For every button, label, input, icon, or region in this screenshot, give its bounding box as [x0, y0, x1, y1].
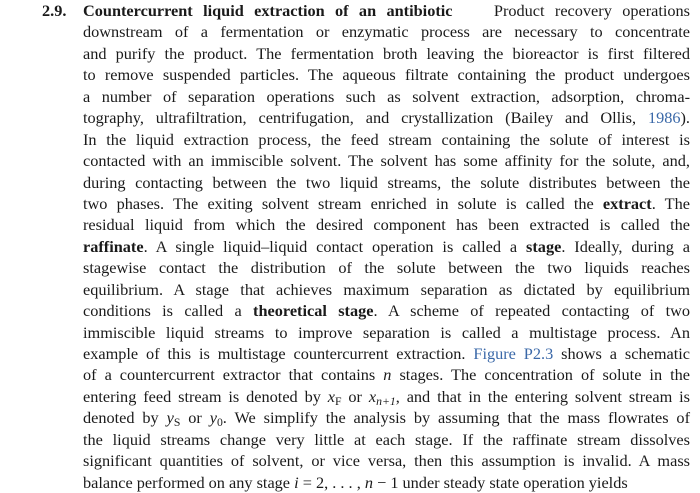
- text-segment: two phases. The exiting solvent stream enriched in solute is called the: [83, 193, 594, 213]
- text-segment: . A single liquid–liquid contact operation is called a: [143, 236, 518, 256]
- text-line-7: In the liquid extraction process, the feed stream containing the solute of interest is: [83, 129, 690, 149]
- text-line-22: significant quantities of solvent, or vice versa, then this assumption is invalid. A mass: [83, 451, 690, 471]
- text-segment: of a countercurrent extractor that contains: [83, 365, 376, 385]
- text-line-8: contacted with an immiscible solvent. The solvent has some affinity for the solute, and,: [83, 151, 690, 171]
- figure-link[interactable]: Figure P2.3: [473, 344, 554, 363]
- math-sub-S: S: [173, 416, 181, 430]
- math-sub-0: 0: [216, 416, 223, 430]
- text-line-6: [83, 107, 690, 128]
- problem-number: 2.9.: [42, 1, 67, 20]
- text-line-9: during contacting between the two liquid streams, the solute distributes between the: [83, 172, 690, 192]
- text-line-11: residual liquid from which the desired component has been extracted is called the: [83, 215, 690, 235]
- text-line-2: downstream of a fermentation or enzymatic process are necessary to concentrate: [83, 22, 690, 42]
- text-line-3: and purify the product. The fermentation broth leaving the bioreactor is first filtered: [83, 43, 690, 63]
- math-x: x: [327, 386, 335, 406]
- math-i: i: [294, 472, 299, 492]
- text-line-23: [83, 472, 690, 493]
- math-y: y: [166, 408, 174, 428]
- text-line-20: [83, 407, 690, 428]
- text-segment: = 2, . . . ,: [302, 472, 361, 492]
- math-x: x: [368, 386, 377, 406]
- text-segment: denoted by: [83, 408, 159, 428]
- text-line-18: [83, 364, 690, 385]
- citation-link[interactable]: 1986: [647, 108, 681, 128]
- text-line-4: to remove suspended particles. The aqueous filtrate containing the product undergoes: [83, 65, 690, 85]
- term-extract: extract: [602, 193, 652, 213]
- text-segment: conditions is called a: [83, 301, 242, 321]
- term-stage: stage: [526, 236, 562, 256]
- text-segment: . We simplify the analysis by assuming that the mass flowrates of: [222, 408, 690, 428]
- text-segment: tography, ultrafiltration, centrifugation, and crystallization (Bailey and Ollis,: [83, 108, 637, 128]
- text-segment: or: [348, 386, 362, 406]
- text-segment: − 1 under steady state operation yields: [377, 472, 628, 492]
- math-n: n: [383, 365, 392, 385]
- problem-body: [83, 0, 690, 493]
- math-y: y: [209, 408, 217, 428]
- text-segment: stages. The concentration of solute in the: [399, 365, 690, 385]
- text-line-15: [83, 300, 690, 321]
- term-raffinate: raffinate: [83, 236, 144, 256]
- text-segment: or: [188, 408, 202, 428]
- text-segment: shows a schematic: [561, 344, 690, 363]
- math-n: n: [364, 472, 373, 492]
- text-line-13: stagewise contact the distribution of the solute between the two liquids reaches: [83, 258, 690, 278]
- text-segment: balance performed on any stage: [83, 472, 291, 492]
- text-line-19: [83, 386, 690, 407]
- text-segment: . Ideally, during a: [561, 236, 690, 256]
- text-line-10: [83, 193, 690, 214]
- text-line-21: the liquid streams change very little at each stage. If the raffinate stream dissolves: [83, 429, 690, 449]
- math-sub-F: F: [334, 394, 342, 408]
- text-line-14: equilibrium. A stage that achieves maximum separation as dictated by equilibrium: [83, 279, 690, 299]
- text-segment: example of this is multistage countercurrent extraction.: [83, 344, 466, 363]
- text-segment: Product recovery operations: [493, 1, 691, 20]
- problem-title: Countercurrent liquid extraction of an antibiotic: [83, 1, 453, 20]
- text-line-1: [83, 0, 690, 21]
- math-sub-n-plus-1: n+1: [376, 394, 396, 408]
- text-segment: entering feed stream is denoted by: [83, 386, 321, 406]
- text-segment: . A scheme of repeated contacting of two: [373, 301, 690, 321]
- text-line-12: [83, 236, 690, 257]
- term-theoretical-stage: theoretical stage: [253, 301, 374, 321]
- text-segment: ).: [680, 108, 690, 128]
- text-line-5: a number of separation operations such as solvent extraction, adsorption, chroma-: [83, 86, 690, 106]
- text-line-16: immiscible liquid streams to improve separation is called a multistage process. An: [83, 322, 690, 342]
- text-segment: , and that in the entering solvent stream is: [395, 386, 690, 406]
- text-line-17: [83, 343, 690, 364]
- text-segment: . The: [651, 193, 690, 213]
